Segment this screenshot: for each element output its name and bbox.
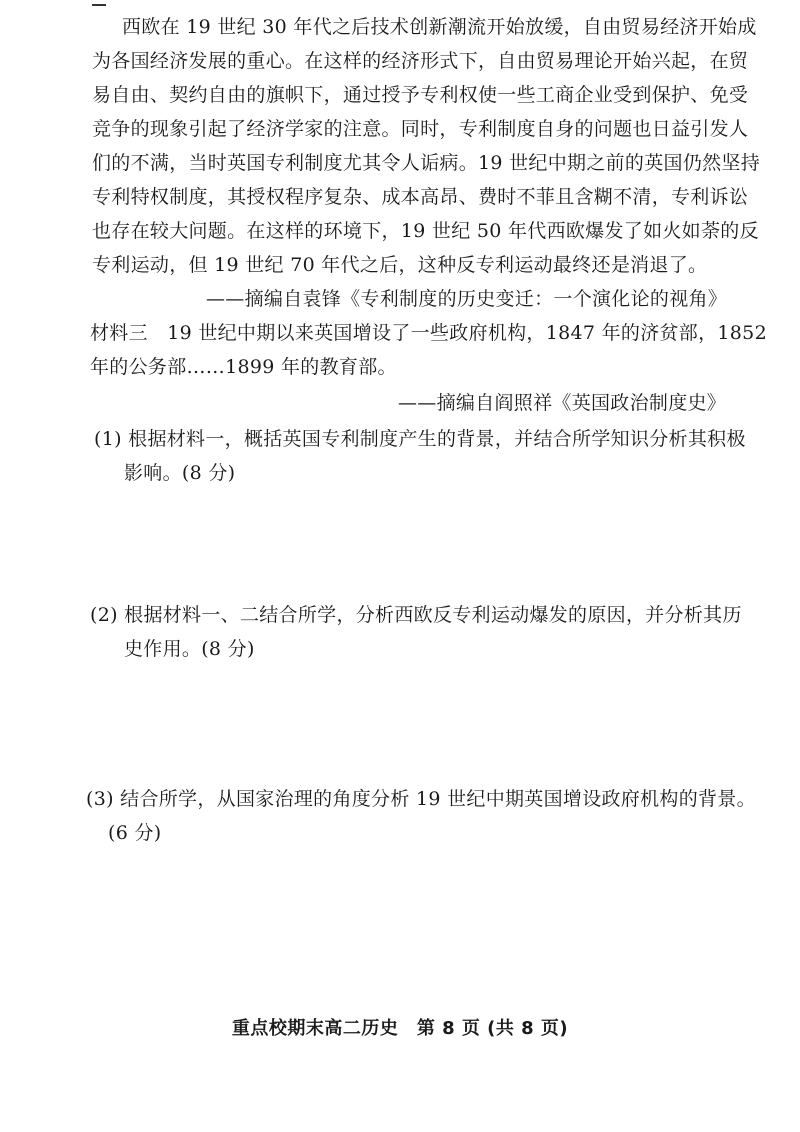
- question-2-line-1: (2) 根据材料一、二结合所学，分析西欧反专利运动爆发的原因，并分析其历: [90, 604, 742, 626]
- page-footer: 重点校期末高二历史 第 8 页 (共 8 页): [231, 1018, 569, 1039]
- material3-line-1: 材料三 19 世纪中期以来英国增设了一些政府机构，1847 年的济贫部，1852: [90, 322, 767, 344]
- question-3-line-1: (3) 结合所学，从国家治理的角度分析 19 世纪中期英国增设政府机构的背景。: [86, 788, 756, 810]
- material2-line-8: 专利运动，但 19 世纪 70 年代之后，这种反专利运动最终还是消退了。: [92, 254, 708, 276]
- material2-source: ——摘编自袁锋《专利制度的历史变迁：一个演化论的视角》: [206, 288, 728, 310]
- material2-line-5: 们的不满，当时英国专利制度尤其令人诟病。19 世纪中期之前的英国仍然坚持: [92, 152, 761, 174]
- material3-source: ——摘编自阎照祥《英国政治制度史》: [398, 392, 727, 414]
- material3-line-2: 年的公务部……1899 年的教育部。: [90, 356, 397, 378]
- material2-line-4: 竞争的现象引起了经济学家的注意。同时，专利制度自身的问题也日益引发人: [92, 118, 749, 140]
- question-2-line-2: 史作用。(8 分): [124, 638, 255, 660]
- material2-line-1: 西欧在 19 世纪 30 年代之后技术创新潮流开始放缓，自由贸易经济开始成: [122, 16, 757, 38]
- question-1-line-2: 影响。(8 分): [124, 462, 236, 484]
- material2-line-3: 易自由、契约自由的旗帜下，通过授予专利权使一些工商企业受到保护、免受: [92, 84, 749, 106]
- question-1-line-1: (1) 根据材料一，概括英国专利制度产生的背景，并结合所学知识分析其积极: [94, 428, 746, 450]
- material2-line-7: 也存在较大问题。在这样的环境下，19 世纪 50 年代西欧爆发了如火如荼的反: [92, 220, 759, 242]
- cropped-text-fragment: [92, 0, 106, 6]
- material2-line-6: 专利特权制度，其授权程序复杂、成本高昂、费时不菲且含糊不清，专利诉讼: [92, 186, 749, 208]
- question-3-line-2: (6 分): [108, 822, 162, 844]
- material2-line-2: 为各国经济发展的重心。在这样的经济形式下，自由贸易理论开始兴起，在贸: [92, 50, 749, 72]
